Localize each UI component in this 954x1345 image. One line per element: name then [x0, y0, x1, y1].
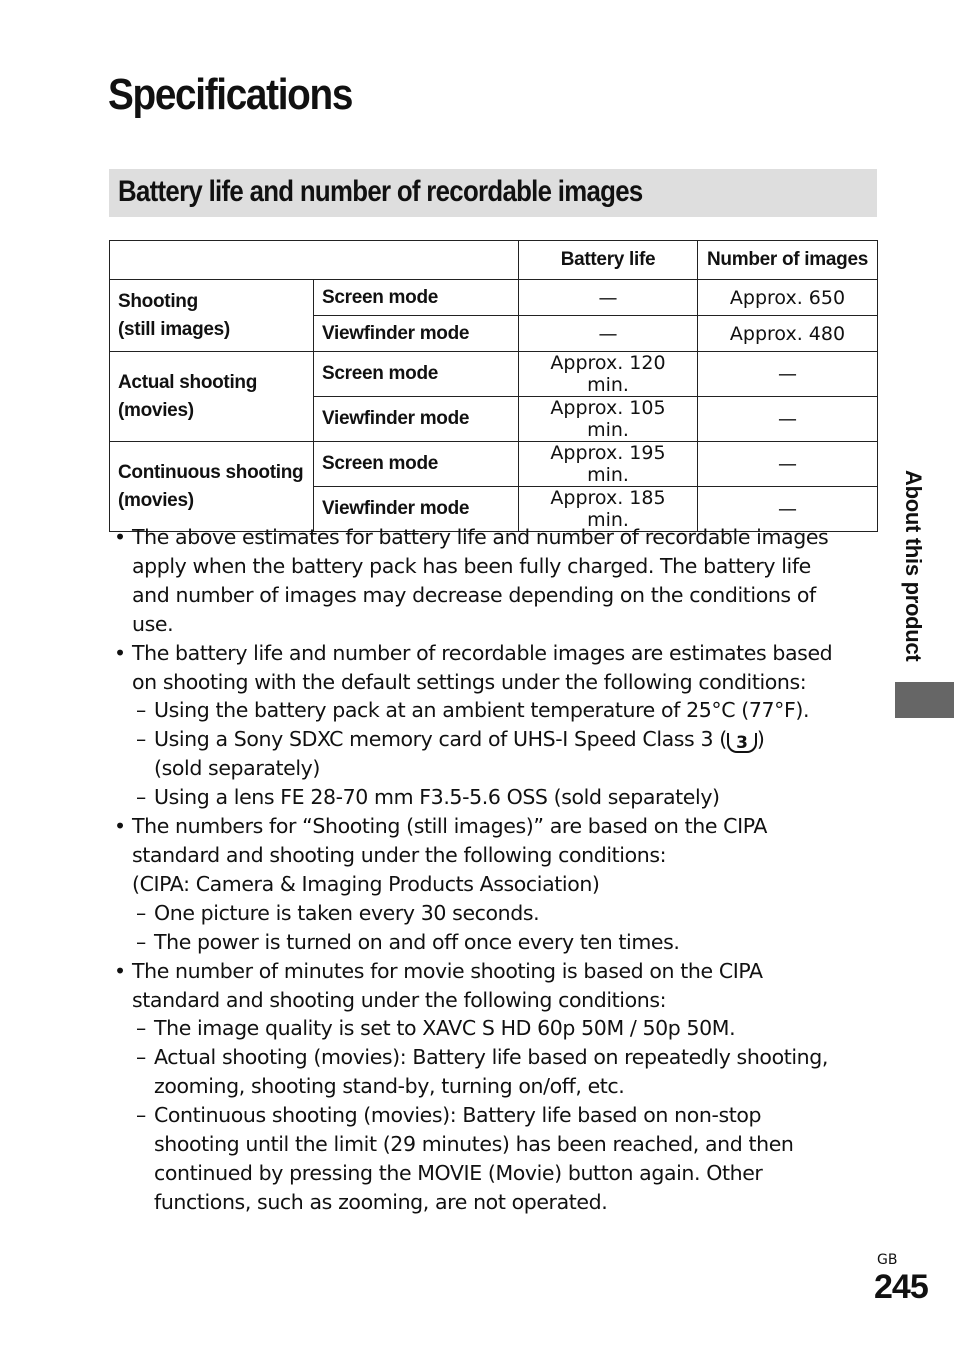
side-chapter-text: About this product: [901, 470, 926, 662]
note-extra: (CIPA: Camera & Imaging Products Association): [132, 871, 600, 896]
note-line: – Actual shooting (movies): Battery life based on repeatedly shooting,: [154, 1045, 828, 1070]
group-label-continuous-shooting: [110, 442, 314, 532]
battery-cell: Approx. 185 min.: [519, 487, 698, 532]
group-label-line: Shooting: [118, 290, 198, 312]
notes-list: [114, 523, 874, 1217]
mode-cell: Screen mode: [314, 280, 519, 316]
battery-cell: —: [519, 280, 698, 316]
note-line: functions, such as zooming, are not operated.: [154, 1189, 608, 1214]
note-line: (sold separately): [154, 756, 320, 781]
note-line: on shooting with the default settings under the following conditions:: [132, 669, 807, 694]
header-battery-life: Battery life: [519, 241, 698, 280]
note-line: continued by pressing the MOVIE (Movie) button again. Other: [154, 1160, 763, 1185]
mode-cell: Viewfinder mode: [314, 316, 519, 352]
mode-cell: Screen mode: [314, 442, 519, 487]
note-line: – Continuous shooting (movies): Battery life based on non-stop: [154, 1103, 762, 1128]
table-row: [110, 280, 878, 316]
group-label-line: (movies): [118, 489, 194, 511]
sub-item: – One picture is taken every 30 seconds.: [114, 899, 874, 928]
mode-cell: Viewfinder mode: [314, 397, 519, 442]
note-line: use.: [132, 611, 174, 636]
sub-item: – The power is turned on and off once every ten times.: [114, 928, 874, 957]
mode-cell: Viewfinder mode: [314, 487, 519, 532]
group-label-shooting: [110, 280, 314, 352]
table-row: [110, 352, 878, 397]
header-number-of-images: Number of images: [698, 241, 878, 280]
mode-cell: Screen mode: [314, 352, 519, 397]
note-line: • The number of minutes for movie shooting is based on the CIPA: [132, 958, 763, 983]
sub-item: – Using the battery pack at an ambient temperature of 25°C (77°F).: [114, 696, 874, 725]
uhs-speed-class-3-icon: 3: [727, 733, 757, 753]
note-line: zooming, shooting stand-by, turning on/off, etc.: [154, 1074, 625, 1099]
note-line: apply when the battery pack has been fully charged. The battery life: [132, 553, 811, 578]
sub-item: – Using a lens FE 28-70 mm F3.5-5.6 OSS (sold separately): [114, 783, 874, 812]
battery-life-table: [109, 240, 878, 532]
note-text: Using a Sony SDXC memory card of UHS-I Speed Class 3 (: [154, 727, 727, 752]
images-cell: —: [698, 487, 878, 532]
note-line: shooting until the limit (29 minutes) has been reached, and then: [154, 1132, 794, 1157]
group-label-line: (movies): [118, 399, 194, 421]
header-empty-cell: [110, 241, 519, 280]
note-line: • The above estimates for battery life and number of recordable images: [132, 525, 829, 549]
sub-item: [114, 1043, 874, 1101]
note-line: • The numbers for “Shooting (still images)” are based on the CIPA: [132, 814, 768, 839]
region-code: GB: [877, 1252, 898, 1268]
images-cell: —: [698, 442, 878, 487]
note-text: ): [756, 727, 765, 752]
chapter-tab-marker: [895, 682, 954, 718]
group-label-line: (still images): [118, 318, 230, 340]
page-title: Specifications: [108, 70, 353, 119]
table-row: [110, 442, 878, 487]
battery-cell: Approx. 120 min.: [519, 352, 698, 397]
sub-item: [114, 1101, 874, 1217]
sub-item: [114, 725, 874, 783]
group-label-line: Actual shooting: [118, 371, 258, 393]
battery-cell: —: [519, 316, 698, 352]
note-line: standard and shooting under the following conditions:: [132, 842, 667, 867]
sub-item: – The image quality is set to XAVC S HD 60p 50M / 50p 50M.: [114, 1014, 874, 1043]
images-cell: —: [698, 397, 878, 442]
group-label-actual-shooting: [110, 352, 314, 442]
note-line: and number of images may decrease depending on the conditions of: [132, 582, 816, 607]
section-title: Battery life and number of recordable images: [118, 175, 643, 208]
bullet-item: [114, 812, 874, 870]
side-chapter-label: [896, 470, 926, 670]
bullet-item: [114, 957, 874, 1015]
page-number: 245: [874, 1268, 928, 1306]
images-cell: Approx. 650: [698, 280, 878, 316]
table-header-row: [110, 241, 878, 280]
images-cell: —: [698, 352, 878, 397]
note-line: standard and shooting under the following conditions:: [132, 987, 667, 1012]
bullet-item: [114, 639, 874, 697]
images-cell: Approx. 480: [698, 316, 878, 352]
section-header: [109, 169, 877, 217]
battery-cell: Approx. 195 min.: [519, 442, 698, 487]
battery-cell: Approx. 105 min.: [519, 397, 698, 442]
group-label-line: Continuous shooting: [118, 461, 304, 483]
bullet-item: [114, 523, 874, 639]
note-line: • The battery life and number of recordable images are estimates based: [132, 640, 833, 665]
